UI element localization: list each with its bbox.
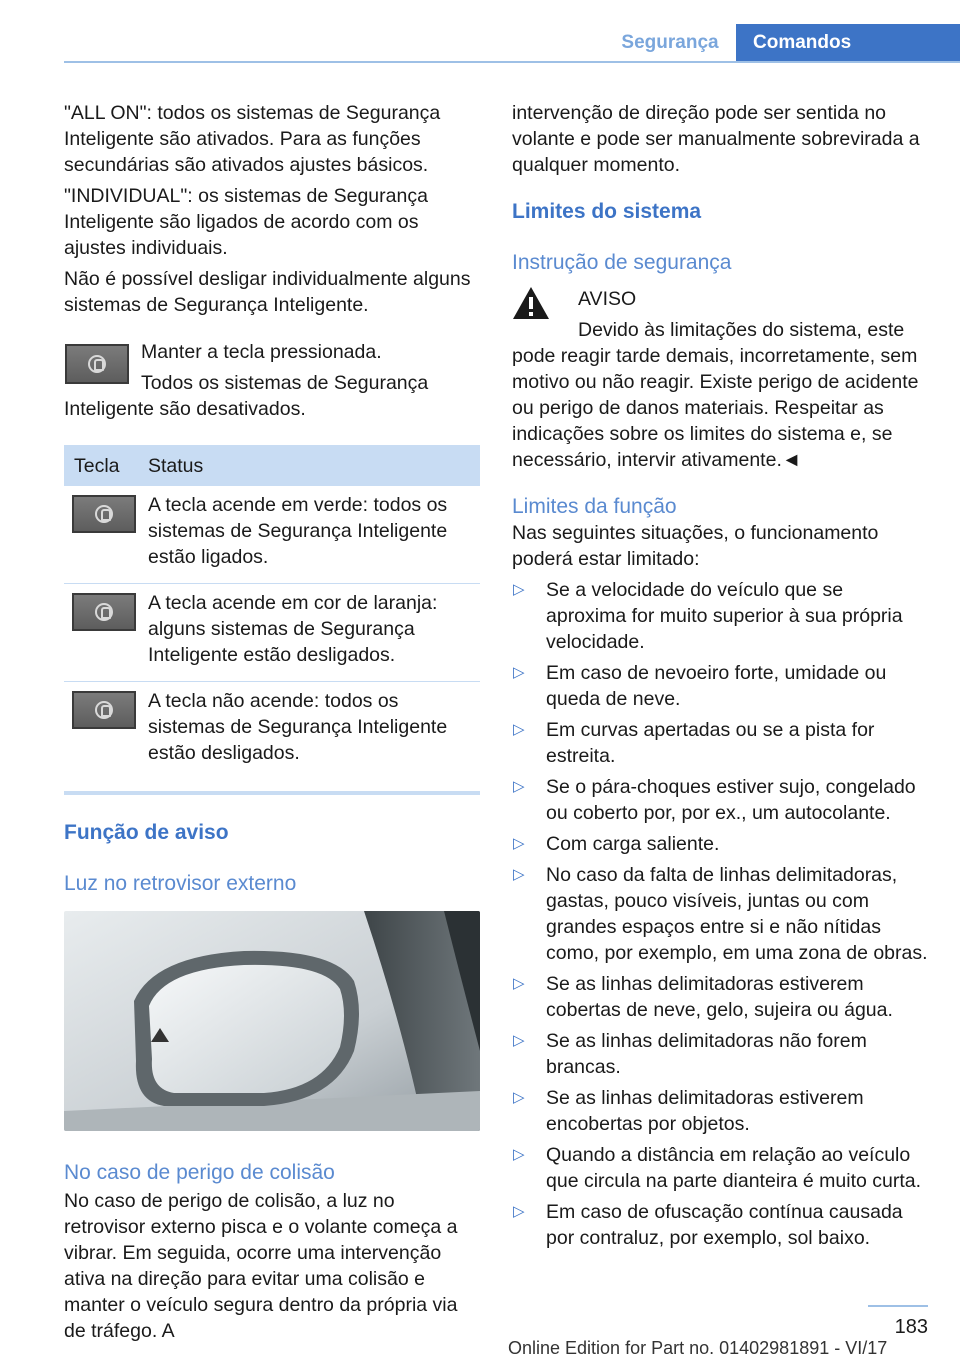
list-item-text: Em curvas apertadas ou se a pista for estreita. xyxy=(546,719,875,767)
list-item-text: Em caso de ofuscação contínua causada por contraluz, por exemplo, sol baixo. xyxy=(546,1201,903,1249)
list-item-text: Se as linhas delimitadoras estiverem cobertas de neve, gelo, sujeira ou água. xyxy=(546,973,893,1021)
list-item-text: Se as linhas delimitadoras não forem brancas. xyxy=(546,1030,867,1078)
table-bottom-rule xyxy=(64,791,480,795)
footer-rule xyxy=(868,1305,928,1307)
bullet-arrow-icon: ▷ xyxy=(513,778,525,795)
paragraph-individual: "INDIVIDUAL": os sistemas de Segurança Inteligente são ligados de acordo com os ajustes individuais. xyxy=(64,185,428,259)
bullet-arrow-icon: ▷ xyxy=(513,721,525,738)
warning-triangle-icon xyxy=(512,286,550,320)
list-item-text: Se as linhas delimitadoras estiverem encobertas por objetos. xyxy=(546,1087,864,1135)
bullet-arrow-icon: ▷ xyxy=(513,866,525,883)
paragraph-collision: No caso de perigo de colisão, a luz no retrovisor externo pisca e o volante começa a vibrar. Em seguida, ocorre uma intervenção ativa na direção para evitar uma colisão e manter o veículo segura dentro da própria via de tráfego. A xyxy=(64,1190,458,1342)
heading-system-limits: Limites do sistema xyxy=(512,200,702,223)
list-item xyxy=(512,1028,928,1080)
edition-note: Online Edition for Part no. 01402981891 - VI/17 xyxy=(508,1338,888,1358)
left-column xyxy=(64,100,480,1349)
heading-warning-function: Função de aviso xyxy=(64,821,229,844)
bullet-arrow-icon: ▷ xyxy=(513,835,525,852)
table-cell-status: A tecla acende em cor de laranja: alguns sistemas de Segurança Inteligente estão desligados. xyxy=(148,592,438,666)
header-rule xyxy=(64,61,960,63)
safety-key-orange-icon xyxy=(72,593,136,631)
list-item xyxy=(512,577,928,655)
right-column xyxy=(512,100,928,1256)
safety-key-off-icon xyxy=(72,691,136,729)
warning-title: AVISO xyxy=(578,288,637,310)
list-item xyxy=(512,1199,928,1251)
list-item xyxy=(512,1085,928,1137)
bullet-arrow-icon: ▷ xyxy=(513,581,525,598)
warning-block xyxy=(512,286,928,473)
warning-text: Devido às limitações do sistema, este pode reagir tarde demais, incorretamente, sem motivo ou não reagir. Existe perigo de acidente ou perigo de danos materiais. Respeitar as indicações sobre os limites do sistema e, se necessário, intervir ativamente.◄ xyxy=(512,319,919,471)
heading-collision: No caso de perigo de colisão xyxy=(64,1161,335,1184)
bullet-arrow-icon: ▷ xyxy=(513,975,525,992)
bullet-arrow-icon: ▷ xyxy=(513,1032,525,1049)
heading-safety-instruction: Instrução de segurança xyxy=(512,251,732,274)
page-number: 183 xyxy=(894,1316,928,1338)
header-section-tab: Segurança xyxy=(621,32,719,53)
table-row xyxy=(64,486,480,584)
key-hold-text: Manter a tecla pressionada. xyxy=(141,341,382,363)
list-item-text: Se o pára-choques estiver sujo, congelado ou coberto por, por ex., um autocolante. xyxy=(546,776,916,824)
bullet-arrow-icon: ▷ xyxy=(513,664,525,681)
table-header-status: Status xyxy=(148,454,204,477)
list-item-text: Com carga saliente. xyxy=(546,833,720,855)
status-table xyxy=(64,445,480,795)
list-item-text: No caso da falta de linhas delimitadoras, gastas, pouco visíveis, juntas ou com grandes espaços entre si e não nítidas como, por exemplo, em uma zona de obras. xyxy=(546,864,928,964)
heading-mirror-light: Luz no retrovisor externo xyxy=(64,872,297,895)
table-header xyxy=(64,445,480,486)
paragraph-not-possible: Não é possível desligar individualmente alguns sistemas de Segurança Inteligente. xyxy=(64,268,471,316)
list-item xyxy=(512,717,928,769)
list-item-text: Se a velocidade do veículo que se aproxima for muito superior à sua própria velocidade. xyxy=(546,579,903,653)
paragraph-all-on: "ALL ON": todos os sistemas de Segurança Inteligente são ativados. Para as funções secundárias são ativados ajustes básicos. xyxy=(64,102,441,176)
safety-key-green-icon xyxy=(72,495,136,533)
list-item xyxy=(512,774,928,826)
header-chapter-tab: Comandos xyxy=(736,24,960,62)
list-item xyxy=(512,1142,928,1194)
side-mirror-image xyxy=(64,911,480,1131)
heading-function-limits: Limites da função xyxy=(512,495,677,518)
table-cell-status: A tecla não acende: todos os sistemas de Segurança Inteligente estão desligados. xyxy=(148,690,448,764)
list-item xyxy=(512,862,928,966)
bullet-arrow-icon: ▷ xyxy=(513,1146,525,1163)
limits-list xyxy=(512,577,928,1251)
list-item xyxy=(512,831,928,857)
bullet-arrow-icon: ▷ xyxy=(513,1203,525,1220)
paragraph-intro: Nas seguintes situações, o funcionamento poderá estar limitado: xyxy=(512,522,879,570)
safety-key-icon xyxy=(65,344,129,384)
list-item xyxy=(512,971,928,1023)
bullet-arrow-icon: ▷ xyxy=(513,1089,525,1106)
paragraph-continuation: intervenção de direção pode ser sentida no volante e pode ser manualmente sobrevirada a qualquer momento. xyxy=(512,102,920,176)
side-mirror-illustration xyxy=(64,911,480,1131)
list-item xyxy=(512,660,928,712)
list-item-text: Quando a distância em relação ao veículo que circula na parte dianteira é muito curta. xyxy=(546,1144,922,1192)
list-item-text: Em caso de nevoeiro forte, umidade ou queda de neve. xyxy=(546,662,887,710)
table-row xyxy=(64,682,480,779)
table-header-key: Tecla xyxy=(74,454,120,477)
table-row xyxy=(64,584,480,682)
key-hold-result: Todos os sistemas de Segurança Inteligente são desativados. xyxy=(64,372,429,420)
key-instruction xyxy=(64,339,480,422)
table-cell-status: A tecla acende em verde: todos os sistemas de Segurança Inteligente estão ligados. xyxy=(148,494,448,568)
